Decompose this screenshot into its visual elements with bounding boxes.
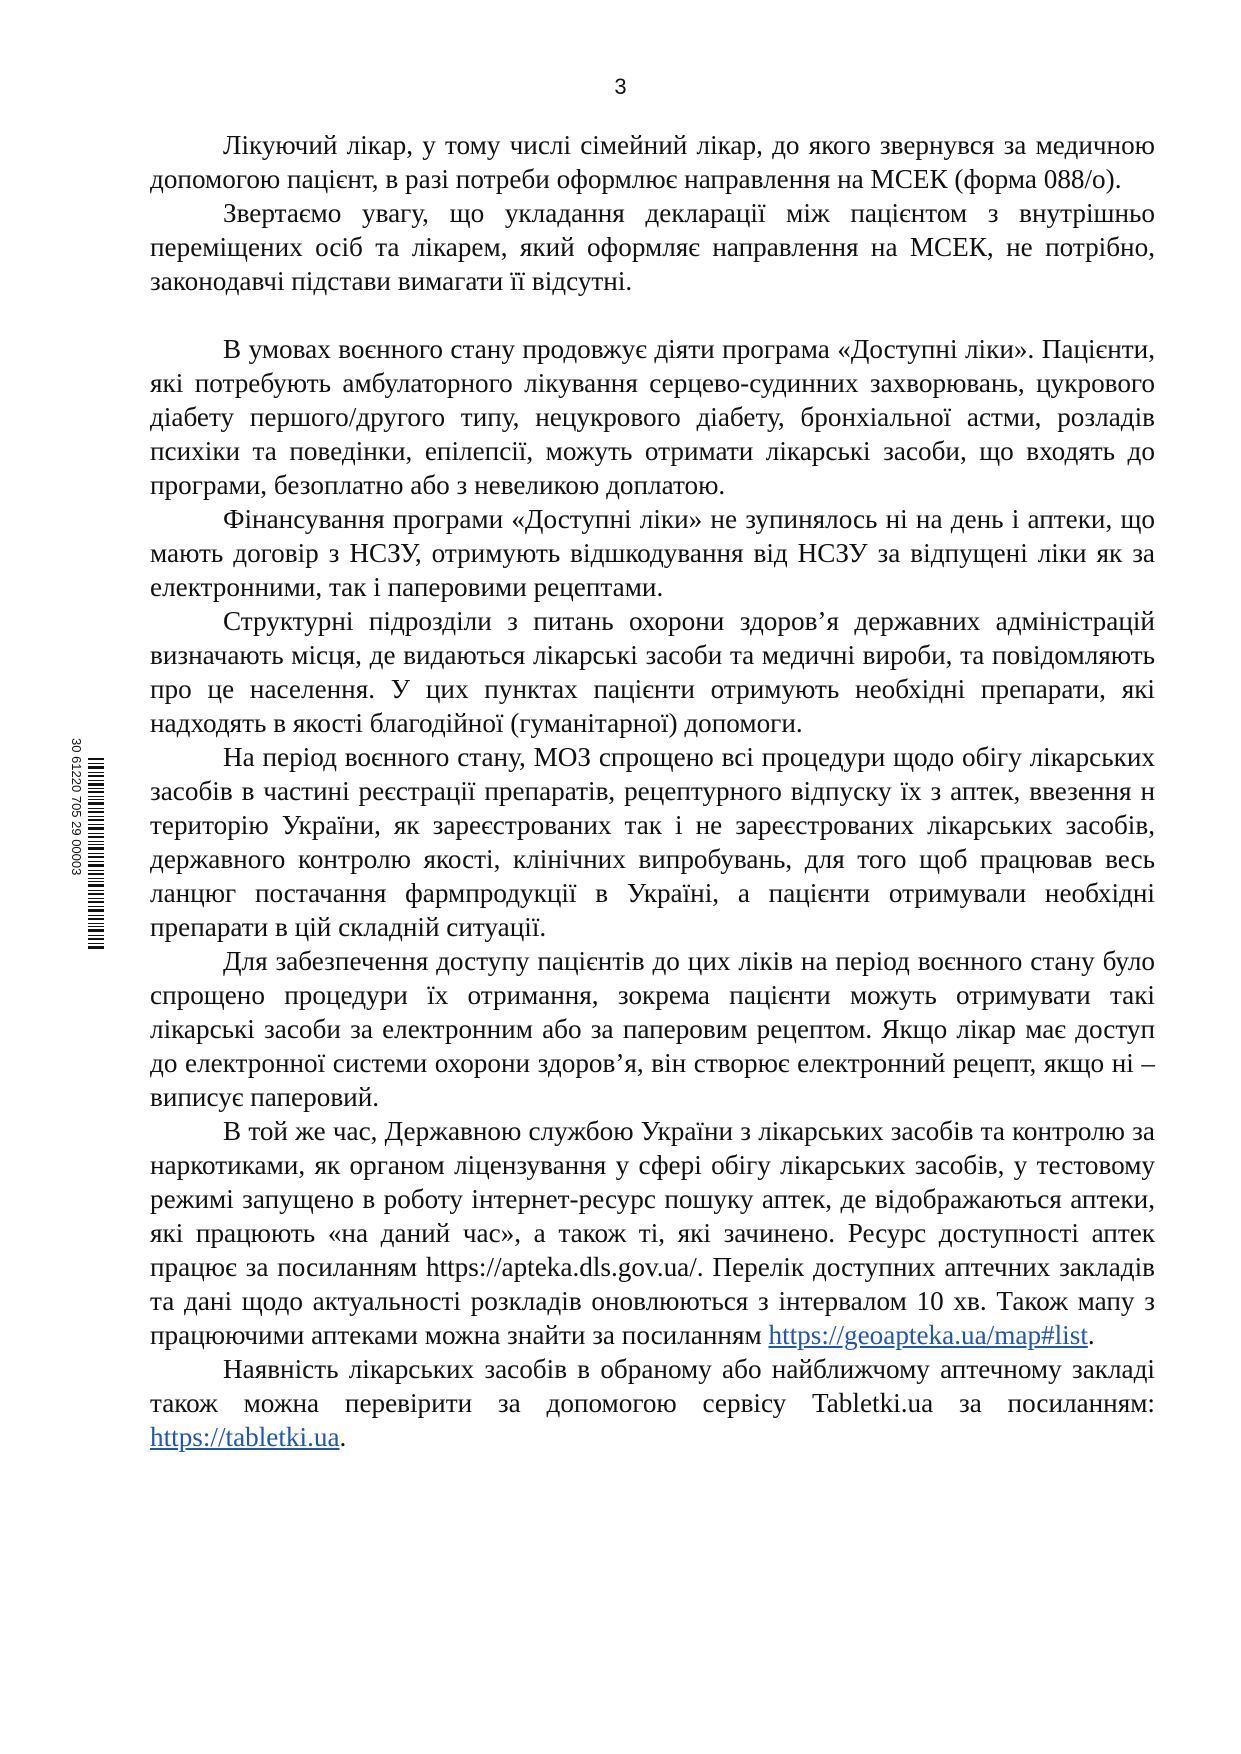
tabletki-link[interactable]: https://tabletki.ua: [150, 1422, 340, 1452]
paragraph-affordable-medicines: В умовах воєнного стану продовжує діяти програма «Доступні ліки». Пацієнти, які потребують амбулаторного лікування серцево-судинних захворювань, цукрового діабету першого/другого типу, нецукрового діабету, бронхіальної астми, розладів психіки та поведінки, епілепсії, можуть отримати лікарські засоби, що входять до програми, безоплатно або з невеликою доплатою.: [150, 334, 1155, 500]
document-body: [150, 128, 1155, 1454]
paragraph-pharmacy-search-text: В той же час, Державною службою України з лікарських засобів та контролю за наркотиками, як органом ліцензування у сфері обігу лікарських засобів, у тестовому режимі запущено в роботу інтернет-ресурс пошуку аптек, де відображаються аптеки, які працюють «на даний час», а також ті, які зачинено. Ресурс доступності аптек працює за посиланням https://apteka.dls.gov.ua/. Перелік доступних аптечних закладів та дані щодо актуальності розкладів оновлюються з інтервалом 10 хв. Також мапу з працюючими аптеками можна знайти за посиланням: [150, 1116, 1155, 1350]
paragraph-pharmacy-search-tail: .: [1087, 1320, 1095, 1350]
barcode-bars-icon: [88, 738, 108, 984]
paragraph-tabletki-text: Наявність лікарських засобів в обраному або найближчому аптечному закладі також можна перевірити за допомогою сервісу Tabletki.ua за посиланням:: [150, 1354, 1155, 1418]
paragraph-prescriptions: Для забезпечення доступу пацієнтів до цих ліків на період воєнного стану було спрощено процедури їх отримання, зокрема пацієнти можуть отримувати такі лікарські засоби за електронним або за паперовим рецептом. Якщо лікар має доступ до електронної системи охорони здоров’я, він створює електронний рецепт, якщо ні – виписує паперовий.: [150, 946, 1155, 1112]
paragraph-moh-simplification: На період воєнного стану, МОЗ спрощено всі процедури щодо обігу лікарських засобів в частині реєстрації препаратів, рецептурного відпуску їх з аптек, ввезення н територію України, як зареєстрованих так і не зареєстрованих лікарських засобів, державного контролю якості, клінічних випробувань, для того щоб працював весь ланцюг постачання фармпродукції в Україні, а пацієнти отримували необхідні препарати в цій складній ситуації.: [150, 742, 1155, 942]
geoapteka-link[interactable]: https://geoapteka.ua/map#list: [768, 1320, 1088, 1350]
paragraph-attending-doctor: Лікуючий лікар, у тому числі сімейний лікар, до якого звернувся за медичною допомогою пацієнт, в разі потреби оформлює направлення на МСЕК (форма 088/о).: [150, 130, 1155, 194]
paragraph-tabletki: [150, 1352, 1155, 1454]
paragraph-structural-units: Структурні підрозділи з питань охорони здоров’я державних адміністрацій визначають місця, де видаються лікарські засоби та медичні вироби, та повідомляють про це населення. У цих пунктах пацієнти отримують необхідні препарати, які надходять в якості благодійної (гуманітарної) допомоги.: [150, 606, 1155, 738]
paragraph-tabletki-tail: .: [339, 1422, 347, 1452]
paragraph-program-financing: Фінансування програми «Доступні ліки» не зупинялось ні на день і аптеки, що мають договір з НСЗУ, отримують відшкодування від НСЗУ за відпущені ліки як за електронними, так і паперовими рецептами.: [150, 504, 1155, 602]
paragraph-pharmacy-search: [150, 1114, 1155, 1352]
barcode-digits: 30 61220 705 29 00003: [69, 738, 84, 876]
page-number: 3: [614, 74, 627, 99]
paragraph-declaration-note: Звертаємо увагу, що укладання декларації між пацієнтом з внутрішньо переміщених осіб та лікарем, який оформляє направлення на МСЕК, не потрібно, законодавчі підстави вимагати її відсутні.: [150, 198, 1155, 296]
side-barcode: [34, 738, 94, 984]
